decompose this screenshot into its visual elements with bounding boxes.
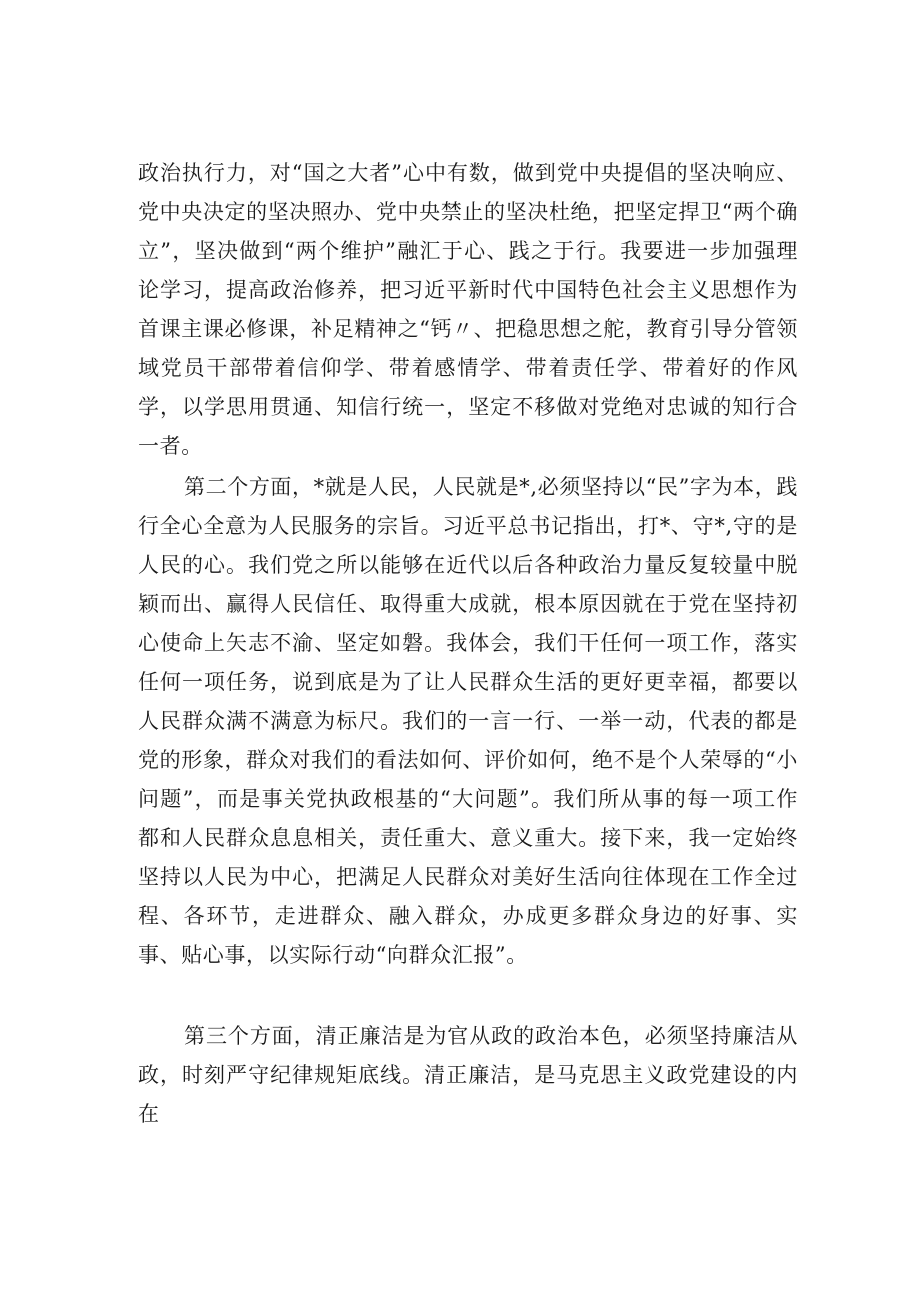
paragraph-third-aspect: 第三个方面，清正廉洁是为官从政的政治本色，必须坚持廉洁从政，时刻严守纪律规矩底线。清正廉洁，是马克思主义政党建设的内在 (138, 1024, 798, 1126)
paragraph-political-execution: 政治执行力，对“国之大者”心中有数，做到党中央提倡的坚决响应、党中央决定的坚决照办、党中央禁止的坚决杜绝，把坚定捍卫“两个确立”，坚决做到“两个维护”融汇于心、践之于行。我要进一步加强理论学习，提高政治修养，把习近平新时代中国特色社会主义思想作为首课主课必修课，补足精神之“钙〃、把稳思想之舵，教育引导分管领域党员干部带着信仰学、带着感情学、带着责任学、带着好的作风学，以学思用贯通、知信行统一，坚定不移做对党绝对忠诚的知行合一者。 (138, 161, 798, 458)
paragraph-second-aspect: 第二个方面，*就是人民，人民就是*,必须坚持以“民”字为本，践行全心全意为人民服务的宗旨。习近平总书记指出，打*、守*,守的是人民的心。我们党之所以能够在近代以后各种政治力量反复较量中脱颖而出、赢得人民信任、取得重大成就，根本原因就在于党在坚持初心使命上矢志不渝、坚定如磐。我体会，我们干任何一项工作，落实任何一项任务，说到底是为了让人民群众生活的更好更幸福，都要以人民群众满不满意为标尺。我们的一言一行、一举一动，代表的都是党的形象，群众对我们的看法如何、评价如何，绝不是个人荣辱的“小问题”，而是事关党执政根基的“大问题”。我们所从事的每一项工作都和人民群众息息相关，责任重大、意义重大。接下来，我一定始终坚持以人民为中心，把满足人民群众对美好生活向往体现在工作全过程、各环节，走进群众、融入群众，办成更多群众身边的好事、实事、贴心事，以实际行动“向群众汇报”。 (138, 475, 798, 967)
